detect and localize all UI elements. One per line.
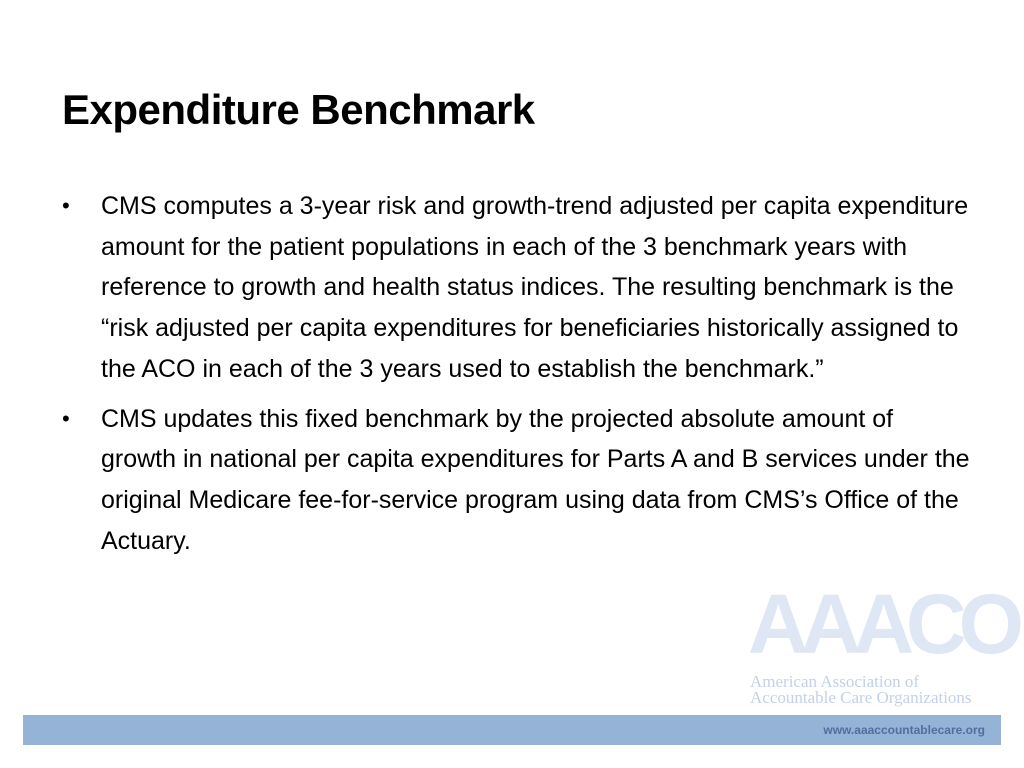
slide-title: Expenditure Benchmark (62, 86, 535, 133)
watermark-org-line-1: American Association of (750, 672, 920, 691)
aaaco-watermark-logo (748, 577, 1016, 708)
watermark-logo-mark: AAACO (748, 577, 1016, 671)
bullet-text: CMS updates this fixed benchmark by the projected absolute amount of growth in national per capita expenditures for Parts A and B services under the original Medicare fee-for-service program using data from CMS’s Office of the Actuary. (101, 404, 970, 555)
bullet-text: CMS computes a 3-year risk and growth-trend adjusted per capita expenditure amount for the patient populations in each of the 3 benchmark years with reference to growth and health status indices. The resulting benchmark is the “risk adjusted per capita expenditures for beneficiaries historically assigned to the ACO in each of the 3 years used to establish the benchmark.” (101, 192, 969, 383)
bullet-icon: • (62, 193, 70, 218)
bullet-list (62, 186, 972, 570)
bullet-icon: • (62, 405, 70, 431)
bullet-item (62, 186, 972, 390)
footer-bar (23, 715, 1001, 745)
bullet-item (62, 399, 972, 562)
watermark-org-line-2: Accountable Care Organizations (750, 688, 972, 707)
footer-url: www.aaaccountablecare.org (823, 723, 985, 737)
